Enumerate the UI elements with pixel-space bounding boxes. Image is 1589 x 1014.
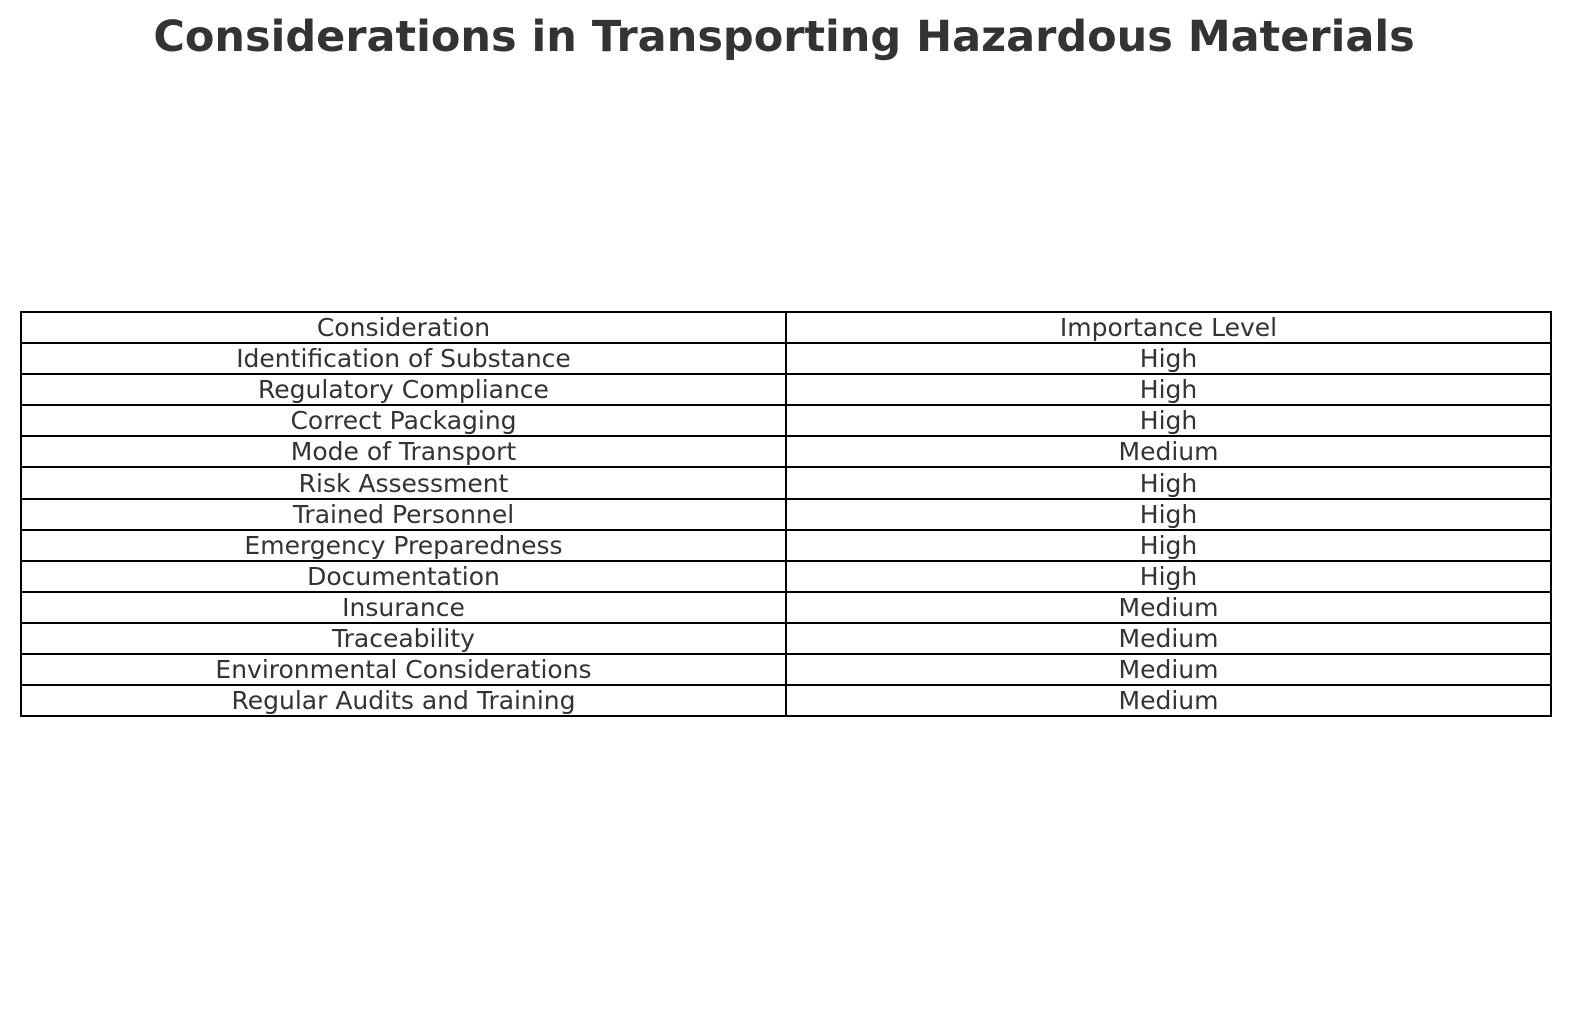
table-row — [21, 467, 1551, 498]
importance-level-cell: High — [786, 530, 1551, 561]
table-row — [21, 685, 1551, 716]
consideration-cell: Regular Audits and Training — [21, 685, 786, 716]
importance-level-cell: High — [786, 374, 1551, 405]
considerations-table — [20, 311, 1552, 717]
importance-level-cell: High — [786, 499, 1551, 530]
table-row — [21, 561, 1551, 592]
importance-level-cell: Medium — [786, 654, 1551, 685]
consideration-cell: Risk Assessment — [21, 467, 786, 498]
column-header: Consideration — [21, 312, 786, 343]
consideration-cell: Regulatory Compliance — [21, 374, 786, 405]
table-row — [21, 436, 1551, 467]
table-row — [21, 499, 1551, 530]
importance-level-cell: High — [786, 467, 1551, 498]
importance-level-cell: High — [786, 561, 1551, 592]
consideration-cell: Identification of Substance — [21, 343, 786, 374]
table-row — [21, 374, 1551, 405]
table-header-row — [21, 312, 1551, 343]
consideration-cell: Emergency Preparedness — [21, 530, 786, 561]
table-row — [21, 530, 1551, 561]
table-row — [21, 654, 1551, 685]
table-row — [21, 405, 1551, 436]
importance-level-cell: Medium — [786, 623, 1551, 654]
importance-level-cell: High — [786, 343, 1551, 374]
importance-level-cell: Medium — [786, 685, 1551, 716]
table-row — [21, 623, 1551, 654]
consideration-cell: Mode of Transport — [21, 436, 786, 467]
importance-level-cell: High — [786, 405, 1551, 436]
table-row — [21, 343, 1551, 374]
importance-level-cell: Medium — [786, 592, 1551, 623]
consideration-cell: Documentation — [21, 561, 786, 592]
importance-level-cell: Medium — [786, 436, 1551, 467]
consideration-cell: Correct Packaging — [21, 405, 786, 436]
consideration-cell: Trained Personnel — [21, 499, 786, 530]
consideration-cell: Insurance — [21, 592, 786, 623]
chart-title: Considerations in Transporting Hazardous Materials — [153, 12, 1415, 62]
table-row — [21, 592, 1551, 623]
column-header: Importance Level — [786, 312, 1551, 343]
consideration-cell: Traceability — [21, 623, 786, 654]
consideration-cell: Environmental Considerations — [21, 654, 786, 685]
